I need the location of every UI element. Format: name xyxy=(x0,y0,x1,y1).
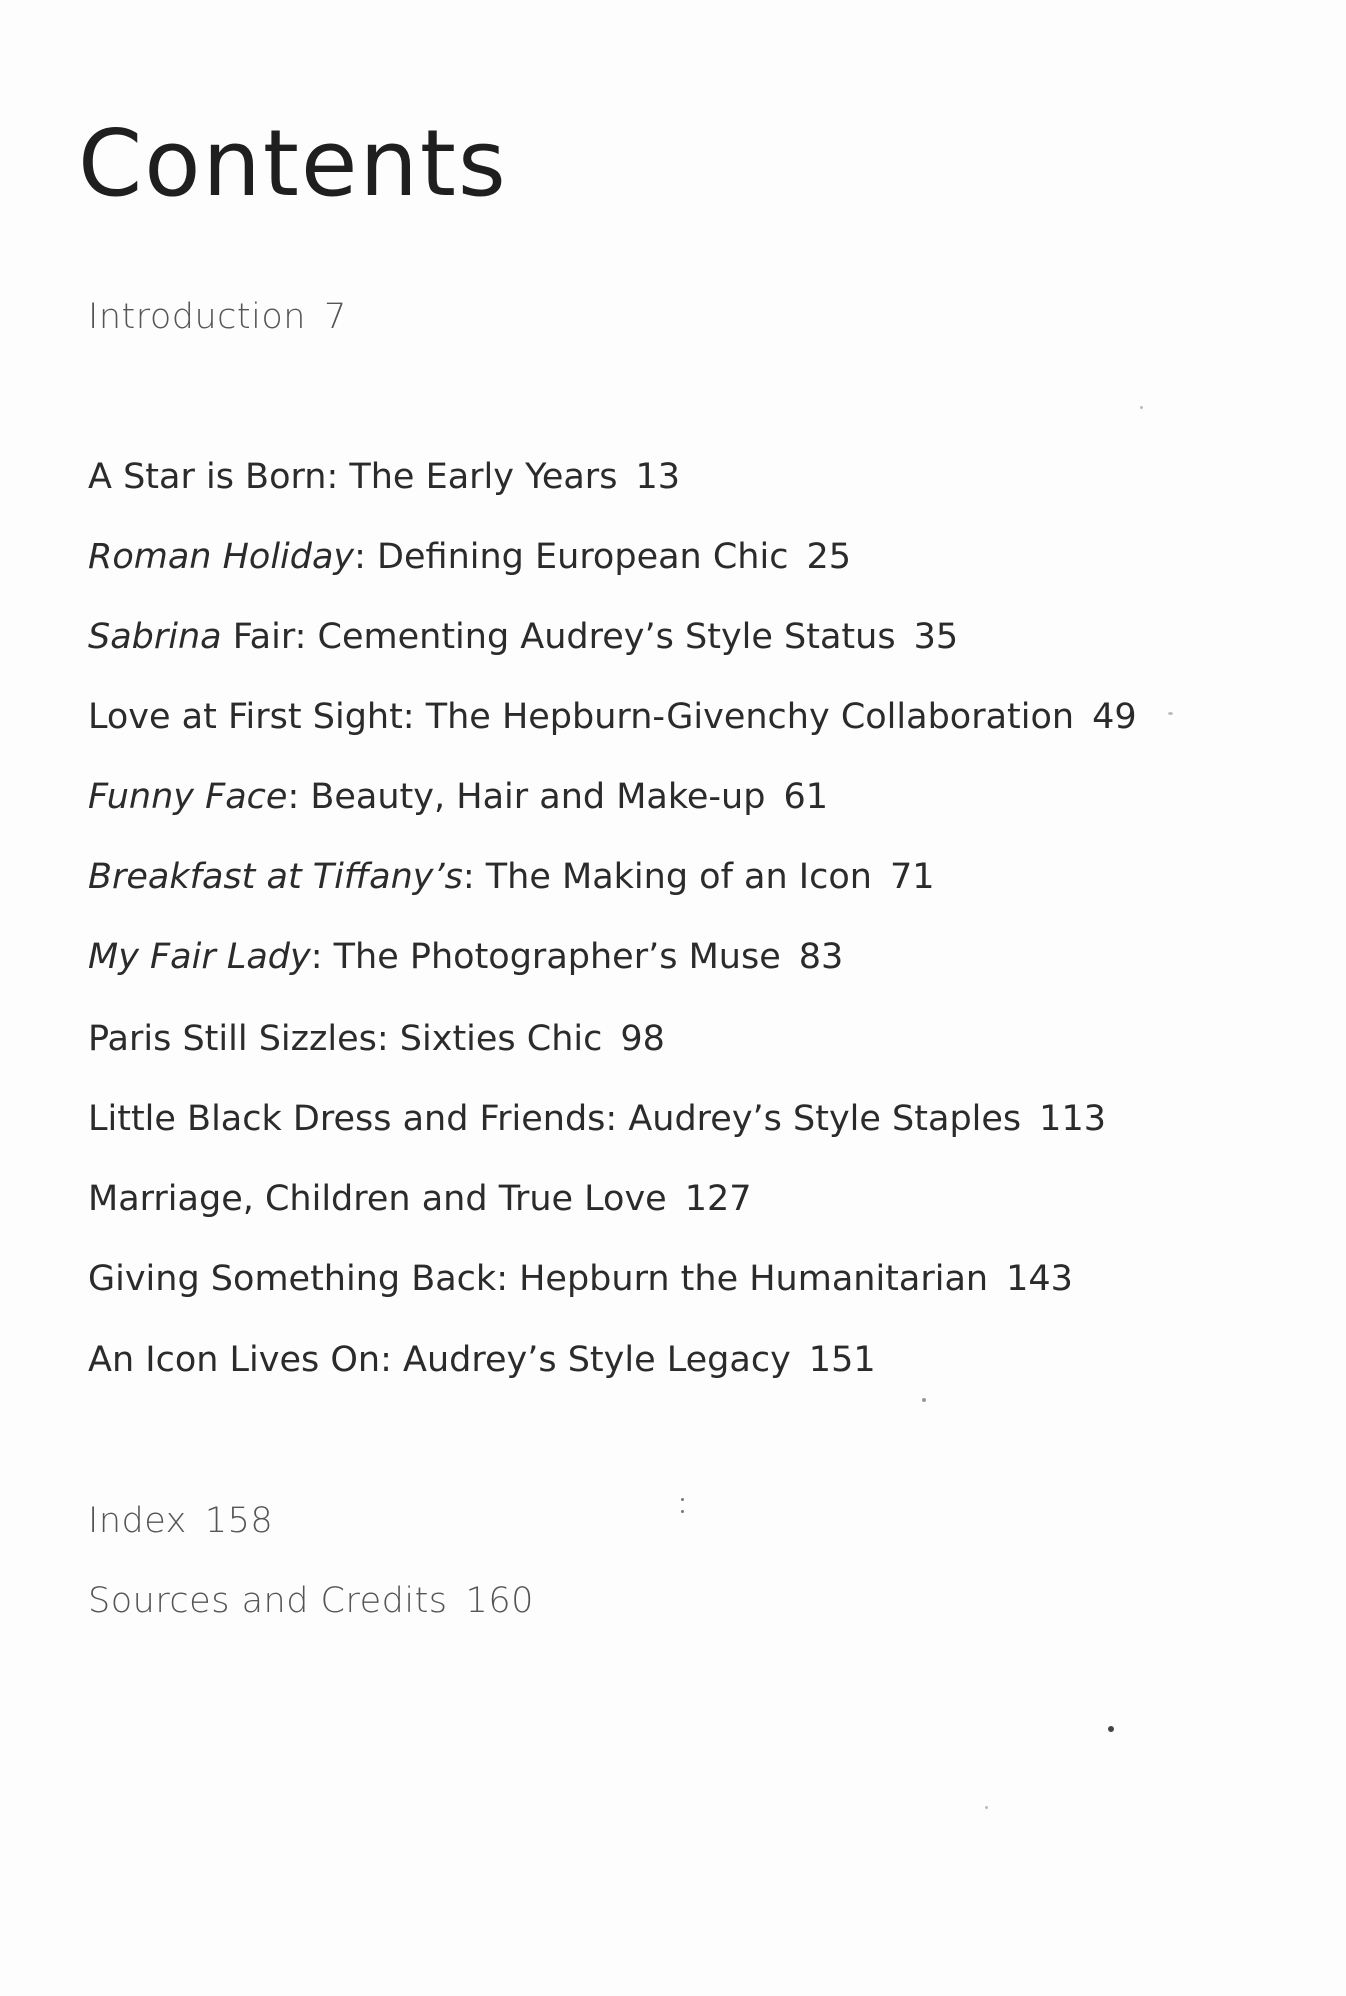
toc-entry-italic-title: Sabrina xyxy=(88,617,222,657)
scan-speck xyxy=(922,1398,926,1402)
scan-speck xyxy=(681,1510,684,1513)
toc-entry-chapter-2 xyxy=(88,537,851,577)
toc-entry-label: Little Black Dress and Friends: Audrey’s Style Staples xyxy=(88,1099,1022,1139)
toc-page-number: 151 xyxy=(808,1340,876,1380)
scan-speck xyxy=(1140,406,1143,409)
toc-entry-label: Index xyxy=(88,1501,187,1541)
toc-entry-label: : The Photographer’s Muse xyxy=(310,937,781,977)
toc-entry-chapter-1 xyxy=(88,457,680,497)
toc-entry-label: Paris Still Sizzles: Sixties Chic xyxy=(88,1019,603,1059)
toc-page-number: 7 xyxy=(323,297,347,337)
toc-page-number: 61 xyxy=(783,777,829,817)
toc-page-number: 35 xyxy=(913,617,959,657)
toc-entry-italic-title: Breakfast at Tiffany’s xyxy=(88,857,463,897)
toc-page-number: 71 xyxy=(889,857,935,897)
toc-entry-italic-title: Funny Face xyxy=(88,777,288,817)
toc-entry-label: Fair: Cementing Audrey’s Style Status xyxy=(221,617,896,657)
toc-entry-label: An Icon Lives On: Audrey’s Style Legacy xyxy=(88,1340,791,1380)
toc-page-number: 113 xyxy=(1039,1099,1106,1139)
toc-entry-chapter-5 xyxy=(88,777,829,817)
toc-entry-label: Introduction xyxy=(88,297,306,337)
toc-entry-label: Sources and Credits xyxy=(88,1581,448,1621)
toc-page-number: 25 xyxy=(806,537,851,577)
toc-entry-label: Giving Something Back: Hepburn the Humanitarian xyxy=(88,1259,989,1299)
toc-entry-chapter-3 xyxy=(88,617,959,657)
toc-entry-introduction xyxy=(88,297,347,337)
toc-entry-chapter-4 xyxy=(88,697,1137,737)
toc-entry-chapter-9 xyxy=(88,1099,1106,1139)
toc-entry-label: Love at First Sight: The Hepburn-Givenchy Collaboration xyxy=(88,697,1075,737)
scan-speck xyxy=(985,1806,988,1809)
toc-entry-italic-title: My Fair Lady xyxy=(88,937,311,977)
scan-speck xyxy=(1168,712,1173,715)
toc-entry-chapter-10 xyxy=(88,1179,752,1219)
toc-entry-chapter-12 xyxy=(88,1340,876,1380)
toc-entry-label: : Beauty, Hair and Make-up xyxy=(287,777,766,817)
toc-entry-chapter-6 xyxy=(88,857,935,897)
toc-page-number: 83 xyxy=(798,937,844,977)
toc-page-number: 160 xyxy=(465,1581,534,1621)
page-title: Contents xyxy=(78,110,508,217)
toc-page-number: 13 xyxy=(635,457,680,497)
scan-speck xyxy=(681,1498,684,1501)
toc-entry-chapter-11 xyxy=(88,1259,1073,1299)
toc-page-number: 158 xyxy=(204,1501,274,1541)
toc-entry-chapter-8 xyxy=(88,1019,665,1059)
toc-page-number: 98 xyxy=(620,1019,665,1059)
toc-entry-label: : The Making of an Icon xyxy=(462,857,872,897)
toc-page-number: 127 xyxy=(684,1179,752,1219)
toc-entry-label: : Defining European Chic xyxy=(354,537,789,577)
toc-entry-index xyxy=(88,1501,274,1541)
toc-page-number: 49 xyxy=(1092,697,1137,737)
toc-entry-chapter-7 xyxy=(88,937,844,977)
toc-page-number: 143 xyxy=(1006,1259,1073,1299)
toc-entry-sources-and-credits xyxy=(88,1581,534,1621)
toc-entry-label: A Star is Born: The Early Years xyxy=(88,457,618,497)
toc-entry-italic-title: Roman Holiday xyxy=(88,537,355,577)
scan-speck xyxy=(1108,1726,1114,1732)
toc-entry-label: Marriage, Children and True Love xyxy=(88,1179,667,1219)
